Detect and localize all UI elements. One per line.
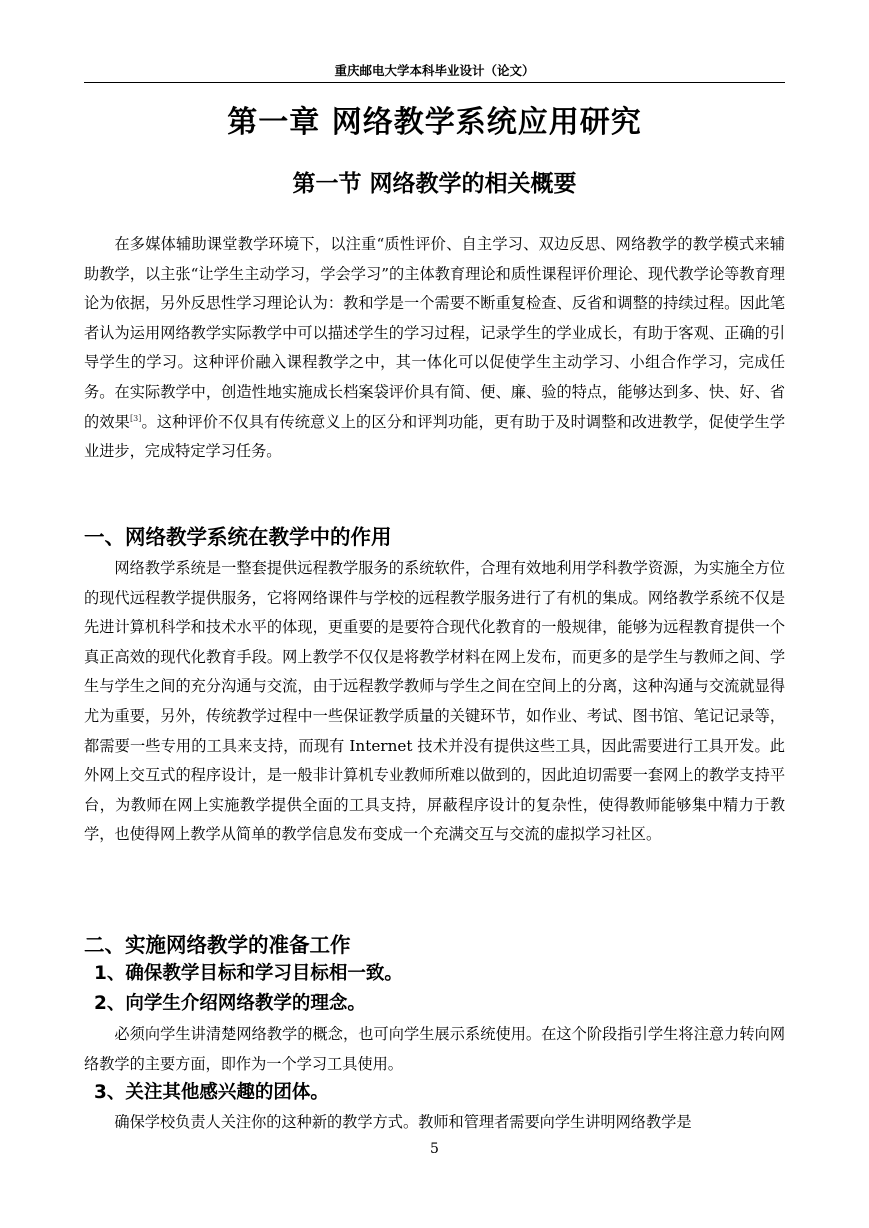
intro-text-end: 。这种评价不仅具有传统意义上的区分和评判功能，更有助于及时调整和改进教学，促使学生学业进步，完成特定学习任务。 [84, 412, 786, 461]
section-title: 第一节 网络教学的相关概要 [292, 171, 577, 197]
item2-heading: 2、向学生介绍网络教学的理念。 [94, 993, 366, 1014]
part1-paragraph: 网络教学系统是一整套提供远程教学服务的系统软件，合理有效地利用学科教学资源，为实施全方位的现代远程教学提供服务，它将网络课件与学校的远程教学服务进行了有机的集成。网络教学系统不仅是先进计算机科学和技术水平的体现，更重要的是要符合现代化教育的一般规律，能够为远程教育提供一个真正高效的现代化教育手段。网上教学不仅仅是将教学材料在网上发布，而更多的是学生与教师之间、学生与学生之间的充分沟通与交流，由于远程教学教师与学生之间在空间上的分离，这种沟通与交流就显得尤为重要，另外，传统教学过程中一些保证教学质量的关键环节，如作业、考试、图书馆、笔记记录等，都需要一些专用的工具来支持，而现有 Internet 技术并没有提供这些工具，因此需要进行工具开发。此外网上交互式的程序设计，是一般非计算机专业教师所难以做到的，因此迫切需要一套网上的教学支持平台，为教师在网上实施教学提供全面的工具支持，屏蔽程序设计的复杂性，使得教师能够集中精力于教学，也使得网上教学从简单的教学信息发布变成一个充满交互与交流的虚拟学习社区。 [84, 559, 785, 844]
citation-ref: [3] [129, 413, 142, 423]
part1-heading: 一、网络教学系统在教学中的作用 [84, 525, 392, 549]
chapter-title: 第一章 网络教学系统应用研究 [227, 105, 642, 140]
item1-heading: 1、确保教学目标和学习目标相一致。 [94, 963, 403, 984]
intro-paragraph [84, 230, 785, 467]
item3-heading: 3、关注其他感兴趣的团体。 [94, 1082, 329, 1103]
item3-paragraph: 确保学校负责人关注你的这种新的教学方式。教师和管理者需要向学生讲明网络教学是 [114, 1113, 692, 1131]
page-number: 5 [430, 1141, 439, 1157]
part2-heading: 二、实施网络教学的准备工作 [84, 933, 351, 957]
item2-paragraph: 必须向学生讲清楚网络教学的概念，也可向学生展示系统使用。在这个阶段指引学生将注意力转向网络教学的主要方面，即作为一个学习工具使用。 [84, 1025, 785, 1073]
intro-text: 在多媒体辅助课堂教学环境下，以注重“质性评价、自主学习、双边反思、网络教学的教学模式来辅助教学，以主张“让学生主动学习，学会学习”的主体教育理论和质性课程评价理论、现代教学论等教育理论为依据，另外反思性学习理论认为：教和学是一个需要不断重复检查、反省和调整的持续过程。因此笔者认为运用网络教学实际教学中可以描述学生的学习过程，记录学生的学业成长，有助于客观、正确的引导学生的学习。这种评价融入课程教学之中，其一体化可以促使学生主动学习、小组合作学习，完成任务。在实际教学中，创造性地实施成长档案袋评价具有简、便、廉、验的特点，能够达到多、快、好、省的效果 [84, 235, 785, 431]
page-header: 重庆邮电大学本科毕业设计（论文） [84, 60, 785, 83]
